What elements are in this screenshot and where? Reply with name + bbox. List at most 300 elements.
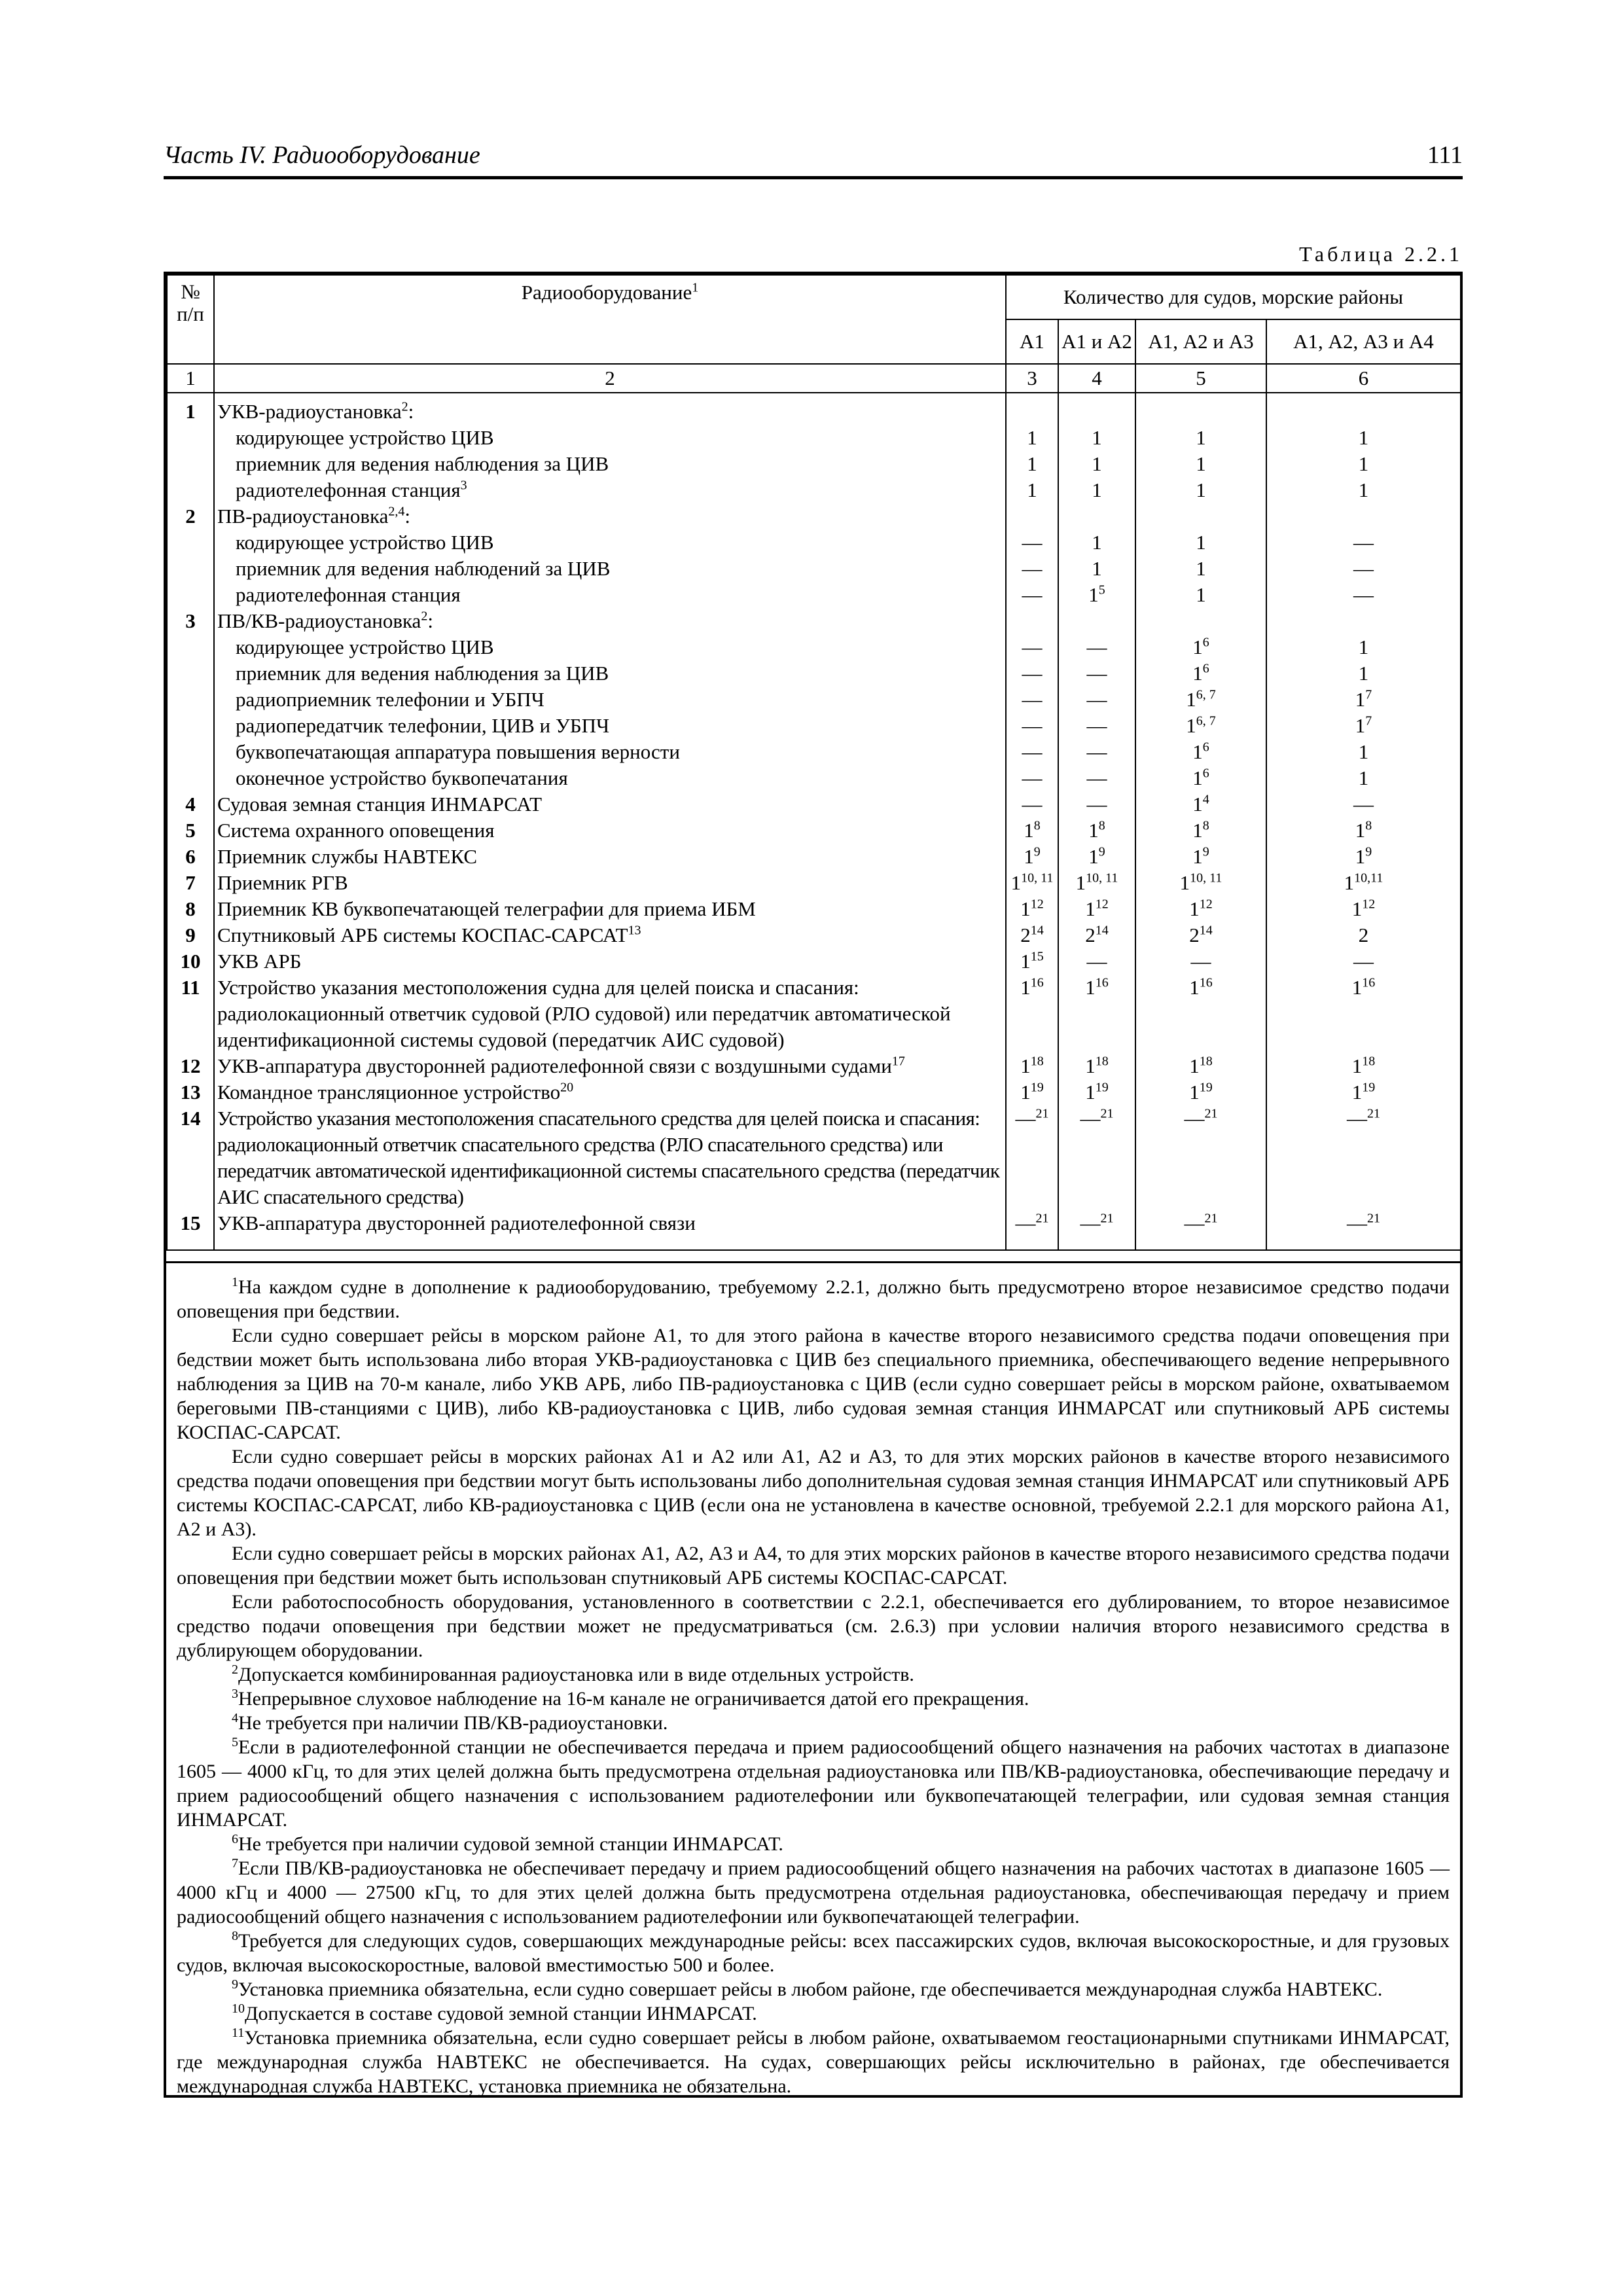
- equipment-name: [217, 1210, 1003, 1236]
- footnote-text: Если в радиотелефонной станции не обеспечивается передача и прием радиосообщений общего назначения на рабочих частотах в диапазоне 1605 — 4000 кГц, то для этих целей должна быть предусмотрена отдельная радиоустановка или ПВ/КВ-радиоустановка, обеспечивающие передачу и прием радиосообщений общего назначения с использованием радиотелефонии или буквопечатающей телеграфии, или судовая земная станция ИНМАРСАТ.: [177, 1736, 1450, 1831]
- quantity-value: [1139, 399, 1263, 425]
- quantity-footnote-ref: 10, 11: [1190, 870, 1222, 886]
- quantity-base: —: [1022, 636, 1043, 658]
- equipment-name: [217, 687, 1003, 713]
- quantity-base: 1: [1092, 426, 1102, 449]
- quantity-value: [1061, 975, 1132, 1053]
- equipment-text: Устройство указания местоположения спасательного средства для целей поиска и спасания: радиолокационный ответчик спасательного средства (РЛО спасательного средства) или передатчик автоматической идентификационной системы спасательного средства (передатчик АИС спасательного средства): [217, 1107, 1000, 1208]
- row-number: [170, 660, 211, 687]
- quantity-value: [1061, 896, 1132, 922]
- row-number: [170, 399, 211, 425]
- quantity-base: —: [1086, 740, 1107, 763]
- equipment-name: [217, 975, 1003, 1053]
- quantity-base: 1: [1358, 452, 1369, 475]
- quantity-value: [1061, 817, 1132, 844]
- footnote-number: 3: [232, 1687, 238, 1701]
- quantity-value: [1270, 556, 1457, 582]
- quantity-footnote-ref: 10, 11: [1021, 870, 1054, 886]
- quantity-footnote-ref: 12: [1030, 897, 1044, 912]
- header-area-a1-a4: А1, А2, А3 и А4: [1266, 319, 1461, 364]
- quantity-value: [1139, 582, 1263, 608]
- row-number: [170, 503, 211, 529]
- quantity-base: —: [1353, 557, 1374, 580]
- quantity-value: [1270, 713, 1457, 739]
- row-numbers-column: [167, 393, 214, 1250]
- footnote-number: 1: [232, 1275, 238, 1289]
- quantity-base: 2: [1085, 924, 1096, 946]
- quantity-value: [1009, 975, 1055, 1053]
- quantity-footnote-ref: 7: [1365, 713, 1372, 728]
- footnote: [177, 1929, 1450, 1977]
- quantity-footnote-ref: 4: [1202, 792, 1209, 807]
- equipment-name: [217, 556, 1003, 582]
- equipment-text: кодирующее устройство ЦИВ: [236, 531, 494, 554]
- equipment-text: радиотелефонная станция: [236, 478, 461, 501]
- quantity-base: —: [1347, 1107, 1367, 1130]
- quantity-base: —: [1184, 1107, 1205, 1130]
- quantity-value: [1139, 503, 1263, 529]
- footnote-number: 9: [232, 1977, 238, 1992]
- quantity-value: [1139, 844, 1263, 870]
- quantity-footnote-ref: 21: [1035, 1106, 1049, 1121]
- quantity-base: —: [1086, 950, 1107, 973]
- table-caption: Таблица 2.2.1: [1299, 242, 1463, 266]
- quantity-value: [1139, 451, 1263, 477]
- equipment-name: [217, 739, 1003, 765]
- column-number-5: 5: [1135, 364, 1266, 393]
- quantity-value: [1139, 556, 1263, 582]
- equipment-table: [166, 274, 1461, 1251]
- quantity-footnote-ref: 21: [1035, 1211, 1049, 1226]
- quantity-base: —: [1022, 766, 1043, 789]
- quantity-base: 1: [1027, 426, 1037, 449]
- quantity-base: —: [1086, 793, 1107, 816]
- quantity-footnote-ref: 12: [1362, 897, 1376, 912]
- column-number-4: 4: [1058, 364, 1135, 393]
- quantity-value: [1270, 870, 1457, 896]
- quantity-base: 1: [1355, 845, 1366, 868]
- quantity-base: 1: [1020, 976, 1031, 999]
- quantity-value: [1009, 399, 1055, 425]
- quantity-value: [1009, 765, 1055, 791]
- footnote-number: 10: [232, 2001, 245, 2016]
- quantity-value: [1139, 739, 1263, 765]
- row-number-text: 14: [180, 1107, 201, 1130]
- row-number-text: 10: [180, 950, 201, 973]
- quantity-footnote-ref: 8: [1033, 818, 1041, 833]
- row-number-text: 11: [181, 976, 200, 999]
- quantity-base: 1: [1020, 1054, 1031, 1077]
- quantity-value: [1270, 425, 1457, 451]
- footnote-text: Требуется для следующих судов, совершающих международные рейсы: всех пассажирских судов, включая высокоскоростные, и для грузовых судов, включая высокоскоростные, валовой вместимостью 500 и более.: [177, 1930, 1450, 1976]
- quantity-footnote-ref: 19: [1199, 1080, 1213, 1095]
- row-number: [170, 817, 211, 844]
- quantity-value: [1061, 399, 1132, 425]
- column-number-2: 2: [214, 364, 1006, 393]
- quantity-base: 1: [1085, 976, 1096, 999]
- quantity-footnote-ref: 18: [1030, 1054, 1044, 1069]
- quantity-footnote-ref: 18: [1095, 1054, 1109, 1069]
- quantity-base: —: [1190, 950, 1211, 973]
- footnote-ref: 20: [560, 1080, 574, 1095]
- quantity-base: 1: [1358, 740, 1369, 763]
- quantity-value: [1009, 817, 1055, 844]
- quantity-value: [1061, 425, 1132, 451]
- row-number-text: 15: [180, 1211, 201, 1234]
- quantity-value: [1061, 739, 1132, 765]
- quantity-value: [1139, 687, 1263, 713]
- quantity-value: [1139, 425, 1263, 451]
- quantity-value: [1270, 975, 1457, 1053]
- footnote-text: Если судно совершает рейсы в морском районе А1, то для этого района в качестве второго независимого средства подачи оповещения при бедствии может быть использована либо вторая УКВ-радиоустановка с ЦИВ без специального приемника, обеспечивающего ведение непрерывного наблюдения за ЦИВ на 70-м канале, либо УКВ АРБ, либо ПВ-радиоустановка с ЦИВ (если судно совершает рейсы в морском районе, охватываемом береговыми ПВ-станциями с ЦИВ), либо КВ-радиоустановка с ЦИВ, либо судовая земная станция ИНМАРСАТ или спутниковый АРБ системы КОСПАС-САРСАТ.: [177, 1325, 1450, 1443]
- quantity-base: —: [1022, 531, 1043, 554]
- footnote-number: 2: [232, 1662, 238, 1677]
- quantity-value: [1009, 922, 1055, 948]
- equipment-text: Приемник службы НАВТЕКС: [217, 845, 478, 868]
- quantity-base: 1: [1020, 950, 1031, 973]
- quantity-value: [1009, 1053, 1055, 1079]
- row-number-text: 1: [185, 400, 196, 423]
- quantity-base: 1: [1075, 871, 1086, 894]
- equipment-text: ПВ-радиоустановка: [217, 505, 389, 528]
- header-rule: [164, 176, 1463, 179]
- quantity-value: [1270, 451, 1457, 477]
- row-number: [170, 844, 211, 870]
- quantity-base: 1: [1355, 688, 1366, 711]
- equipment-name: [217, 765, 1003, 791]
- quantity-value: [1270, 477, 1457, 503]
- equipment-suffix: :: [408, 400, 414, 423]
- quantity-value: [1139, 1105, 1263, 1210]
- quantity-value: [1009, 634, 1055, 660]
- quantity-base: 1: [1351, 1081, 1363, 1103]
- quantity-value: [1270, 948, 1457, 975]
- quantity-value: [1270, 660, 1457, 687]
- quantity-base: —: [1022, 740, 1043, 763]
- quantity-footnote-ref: 7: [1365, 687, 1372, 702]
- equipment-name: [217, 1079, 1003, 1105]
- row-number: [170, 687, 211, 713]
- equipment-text: УКВ-радиоустановка: [217, 400, 402, 423]
- quantity-base: —: [1353, 531, 1374, 554]
- quantity-value: [1009, 791, 1055, 817]
- quantity-base: —: [1022, 557, 1043, 580]
- equipment-text: Приемник РГВ: [217, 871, 348, 894]
- equipment-name: [217, 791, 1003, 817]
- quantity-footnote-ref: 9: [1098, 844, 1105, 859]
- quantity-base: —: [1086, 636, 1107, 658]
- footnote-text: Установка приемника обязательна, если судно совершает рейсы в любом районе, где обеспечивается международная служба НАВТЕКС.: [238, 1979, 1383, 2000]
- quantity-base: 1: [1196, 557, 1206, 580]
- page-header: [164, 141, 1463, 180]
- footnote-ref: 2: [421, 609, 428, 624]
- quantity-value: [1139, 817, 1263, 844]
- row-number: [170, 948, 211, 975]
- footnote-text: Если судно совершает рейсы в морских районах А1, А2, А3 и А4, то для этих морских районов в качестве второго независимого средства подачи оповещения при бедствии может быть использован спутниковый АРБ системы КОСПАС-САРСАТ.: [177, 1543, 1450, 1588]
- quantity-value: [1270, 896, 1457, 922]
- quantity-footnote-ref: 21: [1100, 1211, 1114, 1226]
- quantity-base: 1: [1024, 819, 1034, 842]
- equipment-text: кодирующее устройство ЦИВ: [236, 636, 494, 658]
- row-number-text: 3: [185, 609, 196, 632]
- footnote-number: 7: [232, 1856, 238, 1871]
- quantity-value: [1009, 556, 1055, 582]
- equipment-name: [217, 608, 1003, 634]
- quantity-base: 1: [1358, 662, 1369, 685]
- row-number: [170, 608, 211, 634]
- quantity-footnote-ref: 8: [1098, 818, 1105, 833]
- quantity-value: [1270, 765, 1457, 791]
- header-area-a1-a2: А1 и А2: [1058, 319, 1135, 364]
- equipment-text: Спутниковый АРБ системы КОСПАС-САРСАТ: [217, 924, 628, 946]
- equipment-suffix: :: [427, 609, 433, 632]
- quantity-base: 1: [1189, 897, 1200, 920]
- quantity-base: 1: [1189, 1054, 1200, 1077]
- footnote-ref: 2,4: [388, 504, 405, 519]
- quantity-value: [1270, 1053, 1457, 1079]
- quantity-footnote-ref: 12: [1095, 897, 1109, 912]
- quantity-base: 1: [1358, 426, 1369, 449]
- footnote: [177, 1590, 1450, 1662]
- quantity-value: [1009, 660, 1055, 687]
- quantity-value: [1009, 1079, 1055, 1105]
- row-number: [170, 739, 211, 765]
- quantity-value: [1061, 791, 1132, 817]
- quantity-value: [1139, 870, 1263, 896]
- row-number-text: 13: [180, 1081, 201, 1103]
- quantity-base: 2: [1358, 924, 1369, 946]
- equipment-name: [217, 817, 1003, 844]
- quantity-value: [1139, 660, 1263, 687]
- quantity-base: 1: [1344, 871, 1355, 894]
- quantity-value: [1061, 948, 1132, 975]
- quantity-footnote-ref: 10,11: [1354, 870, 1383, 886]
- quantity-base: 2: [1020, 924, 1031, 946]
- quantity-footnote-ref: 9: [1202, 844, 1209, 859]
- row-number: [170, 529, 211, 556]
- quantity-base: 1: [1192, 766, 1203, 789]
- footnote-text: На каждом судне в дополнение к радиооборудованию, требуемому 2.2.1, должно быть предусмотрено второе независимое средство подачи оповещения при бедствии.: [177, 1276, 1450, 1322]
- quantity-base: —: [1086, 714, 1107, 737]
- footnote-ref: 2: [401, 399, 408, 414]
- equipment-name: [217, 634, 1003, 660]
- quantity-value: [1270, 1105, 1457, 1210]
- footnote-number: 5: [232, 1735, 238, 1749]
- quantity-base: —: [1022, 583, 1043, 606]
- row-number: [170, 975, 211, 1053]
- area-a1-a4-column: [1266, 393, 1461, 1250]
- quantity-base: 1: [1024, 845, 1034, 868]
- quantity-footnote-ref: 15: [1030, 949, 1044, 964]
- quantity-footnote-ref: 18: [1362, 1054, 1376, 1069]
- quantity-footnote-ref: 6: [1202, 635, 1209, 650]
- quantity-base: 1: [1010, 871, 1022, 894]
- footnote-number: 6: [232, 1832, 238, 1846]
- footnote: [177, 1735, 1450, 1832]
- footnote: [177, 1662, 1450, 1687]
- row-number: [170, 896, 211, 922]
- quantity-value: [1139, 713, 1263, 739]
- quantity-base: 1: [1355, 819, 1366, 842]
- quantity-base: 1: [1088, 583, 1099, 606]
- footnote-text: Допускается в составе судовой земной станции ИНМАРСАТ.: [245, 2003, 757, 2024]
- quantity-value: [1061, 1105, 1132, 1210]
- row-number: [170, 1079, 211, 1105]
- quantity-value: [1139, 1210, 1263, 1236]
- quantity-value: [1009, 608, 1055, 634]
- quantity-value: [1009, 425, 1055, 451]
- row-number: [170, 634, 211, 660]
- quantity-value: [1270, 817, 1457, 844]
- quantity-footnote-ref: 5: [1098, 583, 1105, 598]
- footnote: [177, 1541, 1450, 1590]
- quantity-base: 1: [1020, 1081, 1031, 1103]
- quantity-base: 1: [1196, 426, 1206, 449]
- header-quantity: Количество для судов, морские районы: [1006, 275, 1461, 319]
- header-num: № п/п: [167, 275, 214, 364]
- quantity-base: 1: [1186, 688, 1196, 711]
- area-a1-a2-column: [1058, 393, 1135, 1250]
- quantity-base: 1: [1088, 845, 1099, 868]
- quantity-value: [1270, 739, 1457, 765]
- quantity-footnote-ref: 21: [1100, 1106, 1114, 1121]
- quantity-base: 1: [1085, 897, 1096, 920]
- quantity-footnote-ref: 10, 11: [1086, 870, 1118, 886]
- quantity-value: [1270, 634, 1457, 660]
- quantity-base: —: [1086, 662, 1107, 685]
- footnote-text: Установка приемника обязательна, если судно совершает рейсы в любом районе, охватываемом геостационарными спутниками ИНМАРСАТ, где международная служба НАВТЕКС не обеспечивается. На судах, совершающих рейсы исключительно в районах, где обеспечивается международная служба НАВТЕКС, установка приемника не обязательна.: [177, 2027, 1450, 2097]
- quantity-value: [1009, 503, 1055, 529]
- quantity-base: 1: [1358, 478, 1369, 501]
- quantity-base: —: [1022, 662, 1043, 685]
- quantity-value: [1009, 948, 1055, 975]
- quantity-value: [1061, 922, 1132, 948]
- footnote-text: Если судно совершает рейсы в морских районах А1 и А2 или А1, А2 и А3, то для этих морских районов в качестве второго независимого средства подачи оповещения при бедствии могут быть использованы либо дополнительная судовая земная станция ИНМАРСАТ или спутниковый АРБ системы КОСПАС-САРСАТ, либо КВ-радиоустановка с ЦИВ (если она не установлена в качестве основной, требуемой 2.2.1 для морского района А1, А2 и А3).: [177, 1446, 1450, 1540]
- quantity-base: 1: [1027, 478, 1037, 501]
- quantity-footnote-ref: 6: [1202, 740, 1209, 755]
- quantity-base: 1: [1192, 845, 1203, 868]
- quantity-value: [1009, 844, 1055, 870]
- quantity-footnote-ref: 19: [1030, 1080, 1044, 1095]
- area-a1-column: [1006, 393, 1058, 1250]
- equipment-name: [217, 399, 1003, 425]
- quantity-value: [1009, 739, 1055, 765]
- quantity-base: —: [1022, 793, 1043, 816]
- footnote: [177, 2001, 1450, 2026]
- quantity-footnote-ref: 8: [1202, 818, 1209, 833]
- quantity-base: 1: [1358, 636, 1369, 658]
- quantity-footnote-ref: 9: [1033, 844, 1041, 859]
- quantity-value: [1061, 451, 1132, 477]
- quantity-footnote-ref: 8: [1365, 818, 1372, 833]
- quantity-base: 1: [1192, 662, 1203, 685]
- footnote-text: Не требуется при наличии ПВ/КВ-радиоустановки.: [238, 1712, 668, 1734]
- equipment-text: буквопечатающая аппаратура повышения верности: [236, 740, 680, 763]
- quantity-base: 1: [1092, 557, 1102, 580]
- quantity-footnote-ref: 21: [1204, 1106, 1218, 1121]
- row-number-text: 12: [180, 1054, 201, 1077]
- footnote-ref: 3: [460, 478, 467, 493]
- row-number: [170, 556, 211, 582]
- quantity-value: [1061, 503, 1132, 529]
- row-number: [170, 477, 211, 503]
- quantity-value: [1061, 1053, 1132, 1079]
- row-number-text: 7: [185, 871, 196, 894]
- row-number-text: 5: [185, 819, 196, 842]
- equipment-name: [217, 1105, 1003, 1210]
- row-number: [170, 713, 211, 739]
- quantity-base: —: [1353, 583, 1374, 606]
- quantity-value: [1061, 582, 1132, 608]
- quantity-value: [1061, 713, 1132, 739]
- footnote: [177, 1977, 1450, 2001]
- quantity-value: [1009, 582, 1055, 608]
- footnote-number: 11: [232, 2026, 245, 2040]
- quantity-value: [1009, 477, 1055, 503]
- quantity-footnote-ref: 19: [1362, 1080, 1376, 1095]
- quantity-base: —: [1353, 950, 1374, 973]
- quantity-base: 1: [1189, 1081, 1200, 1103]
- running-title: Часть IV. Радиооборудование: [164, 141, 480, 169]
- quantity-footnote-ref: 21: [1367, 1106, 1380, 1121]
- footnote-number: 8: [232, 1929, 238, 1943]
- column-number-3: 3: [1006, 364, 1058, 393]
- quantity-value: [1270, 503, 1457, 529]
- header-area-a1-a2-a3: А1, А2 и А3: [1135, 319, 1266, 364]
- row-number: [170, 1105, 211, 1210]
- quantity-footnote-ref: 19: [1095, 1080, 1109, 1095]
- row-number: [170, 425, 211, 451]
- footnotes: [166, 1261, 1460, 2098]
- quantity-value: [1139, 975, 1263, 1053]
- footnote: [177, 1856, 1450, 1929]
- quantity-value: [1139, 477, 1263, 503]
- equipment-name: [217, 948, 1003, 975]
- row-number-text: 4: [185, 793, 196, 816]
- quantity-footnote-ref: 6: [1202, 661, 1209, 676]
- quantity-value: [1139, 529, 1263, 556]
- row-number-text: 2: [185, 505, 196, 528]
- footnote: [177, 1275, 1450, 1323]
- equipment-name: [217, 451, 1003, 477]
- quantity-footnote-ref: 14: [1199, 923, 1213, 938]
- quantity-footnote-ref: 9: [1365, 844, 1372, 859]
- row-number: [170, 582, 211, 608]
- quantity-base: —: [1022, 688, 1043, 711]
- quantity-value: [1270, 844, 1457, 870]
- quantity-value: [1009, 687, 1055, 713]
- quantity-value: [1270, 687, 1457, 713]
- quantity-base: 1: [1092, 452, 1102, 475]
- equipment-name: [217, 529, 1003, 556]
- table-frame: [164, 272, 1463, 2098]
- equipment-name: [217, 844, 1003, 870]
- equipment-text: УКВ АРБ: [217, 950, 302, 973]
- equipment-text: Устройство указания местоположения судна для целей поиска и спасания: радиолокационный ответчик судовой (РЛО судовой) или передатчик автоматической идентификационной системы судовой (передатчик АИС судовой): [217, 976, 951, 1051]
- equipment-suffix: :: [404, 505, 410, 528]
- quantity-footnote-ref: 16: [1030, 975, 1044, 990]
- footnote: [177, 1444, 1450, 1541]
- equipment-name: [217, 870, 1003, 896]
- row-number: [170, 765, 211, 791]
- quantity-value: [1139, 922, 1263, 948]
- quantity-value: [1270, 582, 1457, 608]
- quantity-value: [1061, 687, 1132, 713]
- row-number-text: 6: [185, 845, 196, 868]
- equipment-name: [217, 477, 1003, 503]
- quantity-value: [1270, 1210, 1457, 1236]
- footnote: [177, 2026, 1450, 2098]
